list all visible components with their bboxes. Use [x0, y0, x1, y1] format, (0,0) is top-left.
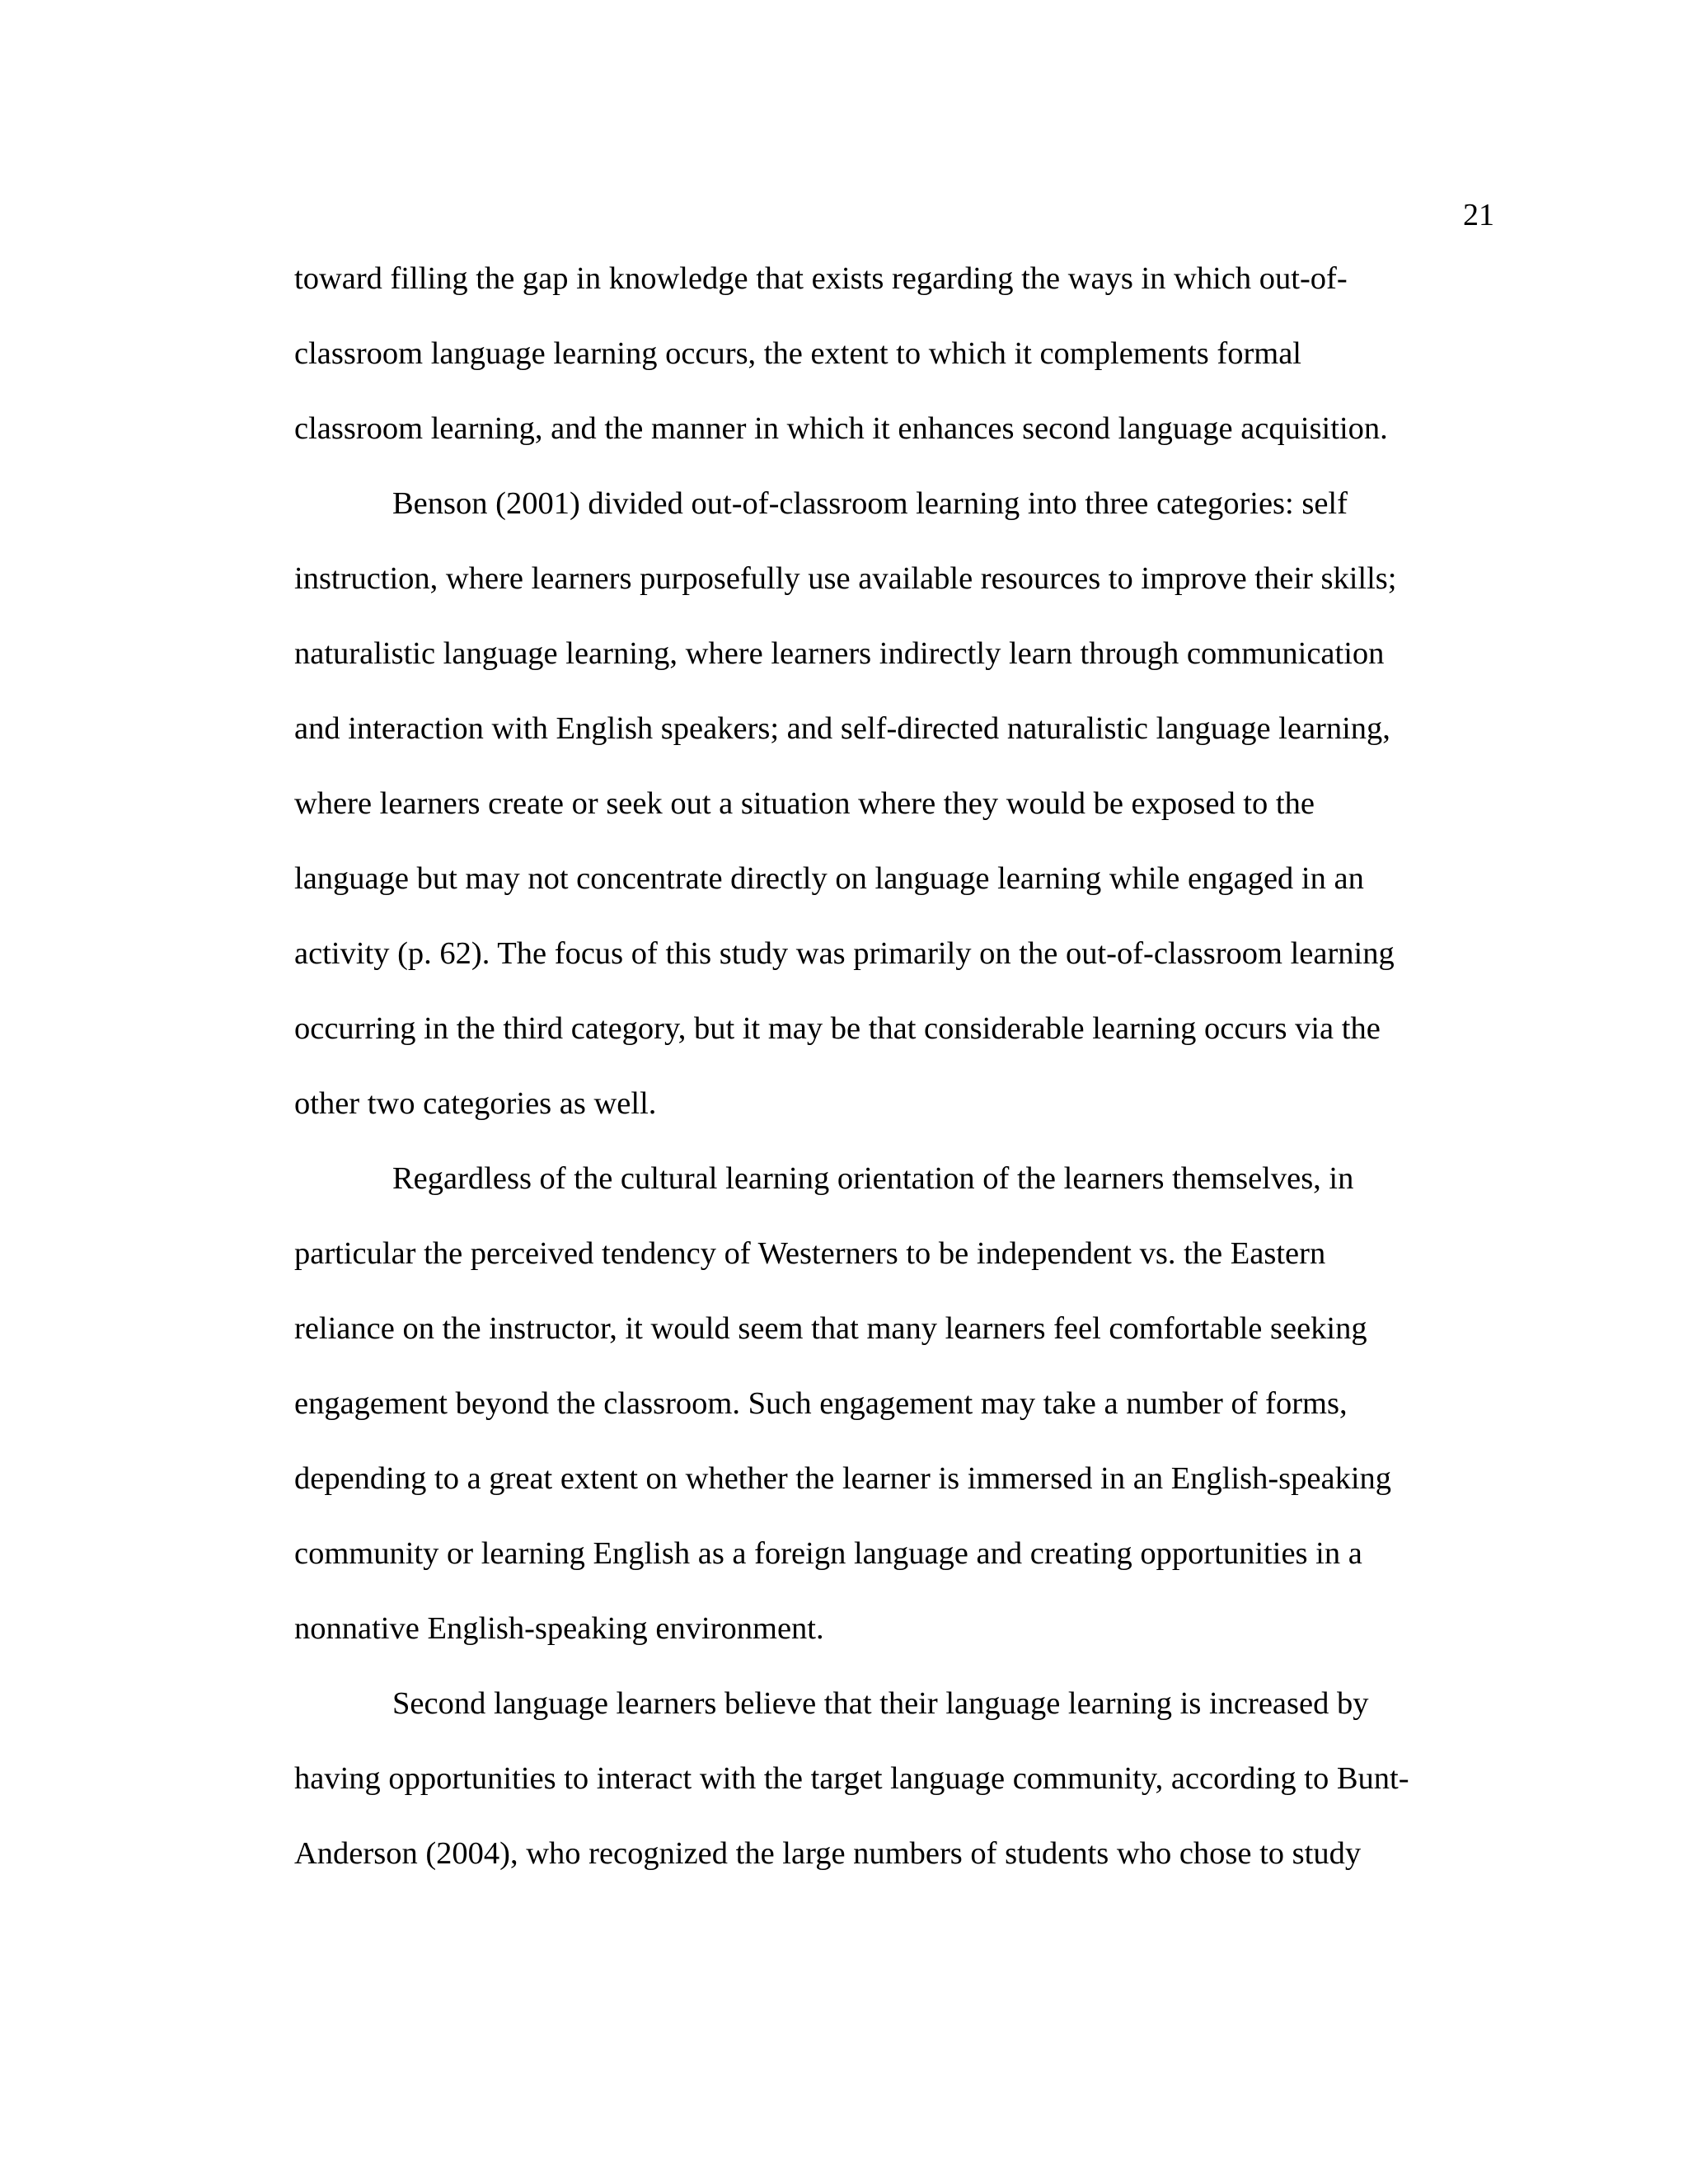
text-line: where learners create or seek out a situation where they would be exposed to the [294, 786, 1315, 821]
text-line: other two categories as well. [294, 1086, 657, 1121]
text-line: classroom learning, and the manner in which it enhances second language acquisition. [294, 411, 1388, 446]
text-line: reliance on the instructor, it would seem that many learners feel comfortable seeking [294, 1311, 1367, 1346]
text-line: instruction, where learners purposefully use available resources to improve their skills; [294, 561, 1397, 596]
text-line: occurring in the third category, but it may be that considerable learning occurs via the [294, 1011, 1381, 1046]
paragraph-first-line: Second language learners believe that their language learning is increased by [392, 1686, 1369, 1721]
paragraph-first-line: Benson (2001) divided out-of-classroom learning into three categories: self [392, 486, 1348, 521]
text-line: having opportunities to interact with the target language community, according to Bunt- [294, 1761, 1409, 1796]
text-line: nonnative English-speaking environment. [294, 1611, 824, 1646]
text-line: classroom language learning occurs, the extent to which it complements formal [294, 336, 1301, 371]
text-line: language but may not concentrate directly on language learning while engaged in an [294, 861, 1364, 896]
text-line: toward filling the gap in knowledge that exists regarding the ways in which out-of- [294, 261, 1348, 296]
text-line: Anderson (2004), who recognized the large numbers of students who chose to study [294, 1836, 1362, 1871]
page-number: 21 [1463, 198, 1494, 232]
text-line: community or learning English as a foreign language and creating opportunities in a [294, 1536, 1362, 1571]
paragraph-first-line: Regardless of the cultural learning orientation of the learners themselves, in [392, 1161, 1354, 1196]
text-line: particular the perceived tendency of Westerners to be independent vs. the Eastern [294, 1236, 1326, 1271]
text-line: and interaction with English speakers; and self-directed naturalistic language learning, [294, 711, 1390, 746]
text-line: engagement beyond the classroom. Such engagement may take a number of forms, [294, 1386, 1348, 1421]
text-line: naturalistic language learning, where learners indirectly learn through communication [294, 636, 1385, 671]
text-line: depending to a great extent on whether the learner is immersed in an English-speaking [294, 1461, 1392, 1496]
text-line: activity (p. 62). The focus of this study was primarily on the out-of-classroom learning [294, 936, 1395, 971]
